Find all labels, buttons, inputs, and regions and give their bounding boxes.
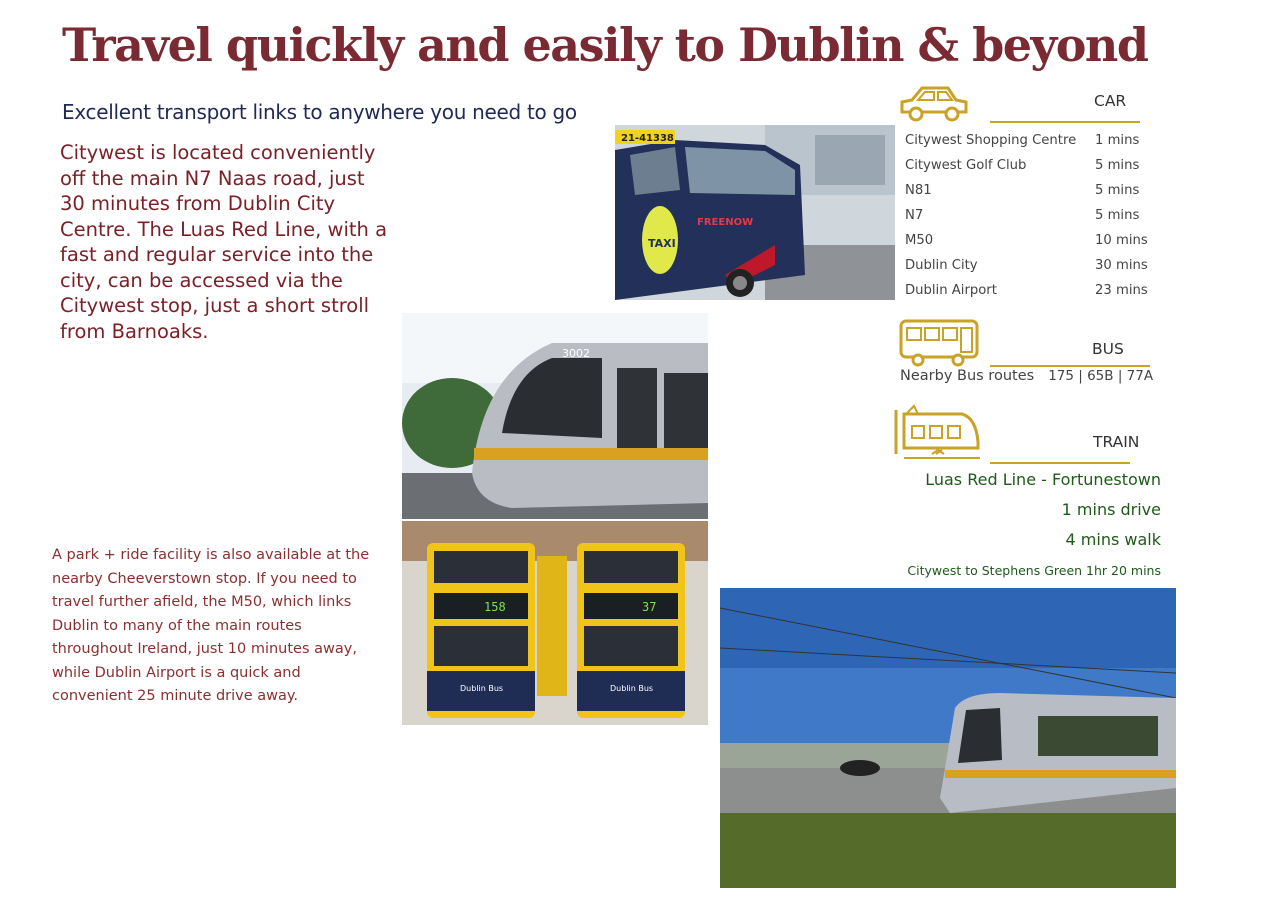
car-time: 5 mins [1095,158,1140,173]
park-ride-paragraph: A park + ride facility is also available at the nearby Cheeverstown stop. If you need to travel further afield, the M50, which links Dublin to many of the main routes throughout Ireland, just 10 minutes away, while Dublin Airport is a quick and convenient 25 minute drive away. [52,547,370,704]
train-line: Luas Red Line - Fortunestown [925,470,1161,489]
car-destination: Citywest Golf Club [905,158,1027,173]
car-row [905,253,1155,278]
car-destination: Dublin Airport [905,283,997,298]
car-time: 23 mins [1095,283,1148,298]
car-destination: N81 [905,183,932,198]
train-label: TRAIN [1093,433,1140,451]
car-travel-times [905,128,1155,303]
bus-left-destination: 158 [484,600,506,614]
taxi-sign-text: TAXI [648,237,676,250]
taxi-plate-text: 21-41338 [621,133,674,144]
taxi-photo [615,125,895,300]
bus-routes [900,368,1153,384]
car-row [905,128,1155,153]
train-icon [892,398,987,464]
intro-paragraph: Citywest is located conveniently off the main N7 Naas road, just 30 minutes from Dublin City Centre. The Luas Red Line, with a fast and regular service into the city, can be accessed via the Citywest stop, just a short stroll from Barnoaks. [60,141,388,343]
dublin-bus-photo [402,521,708,725]
car-label: CAR [1094,92,1127,110]
luas-red-line-photo [720,588,1176,888]
car-row [905,278,1155,303]
bus-icon [898,318,980,368]
car-time: 5 mins [1095,183,1140,198]
train-walk-time: 4 mins walk [1065,530,1161,549]
page-title: Travel quickly and easily to Dublin & beyond [62,18,1148,72]
train-drive-time: 1 mins drive [1061,500,1161,519]
car-divider [990,121,1140,123]
car-row [905,203,1155,228]
car-time: 30 mins [1095,258,1148,273]
bus-route-numbers: 175 | 65B | 77A [1048,368,1154,384]
car-destination: Citywest Shopping Centre [905,133,1077,148]
car-row [905,153,1155,178]
train-city-time: Citywest to Stephens Green 1hr 20 mins [907,563,1161,578]
bus-label: BUS [1092,340,1124,358]
bus-right-destination: 37 [642,600,657,614]
luas-tram-photo [402,313,708,519]
train-divider [990,462,1130,464]
car-destination: M50 [905,233,934,248]
bus-divider [990,365,1150,367]
bus-right-operator: Dublin Bus [610,684,654,693]
car-time: 1 mins [1095,133,1140,148]
bus-left-operator: Dublin Bus [460,684,504,693]
car-time: 5 mins [1095,208,1140,223]
car-destination: Dublin City [905,258,978,273]
car-row [905,228,1155,253]
car-destination: N7 [905,208,924,223]
bus-routes-label: Nearby Bus routes [900,368,1035,384]
car-time: 10 mins [1095,233,1148,248]
car-icon [898,82,970,124]
taxi-brand-text: FREENOW [697,217,754,228]
page-subtitle: Excellent transport links to anywhere you need to go [62,100,577,124]
tram-number-text: 3002 [562,347,590,360]
car-row [905,178,1155,203]
